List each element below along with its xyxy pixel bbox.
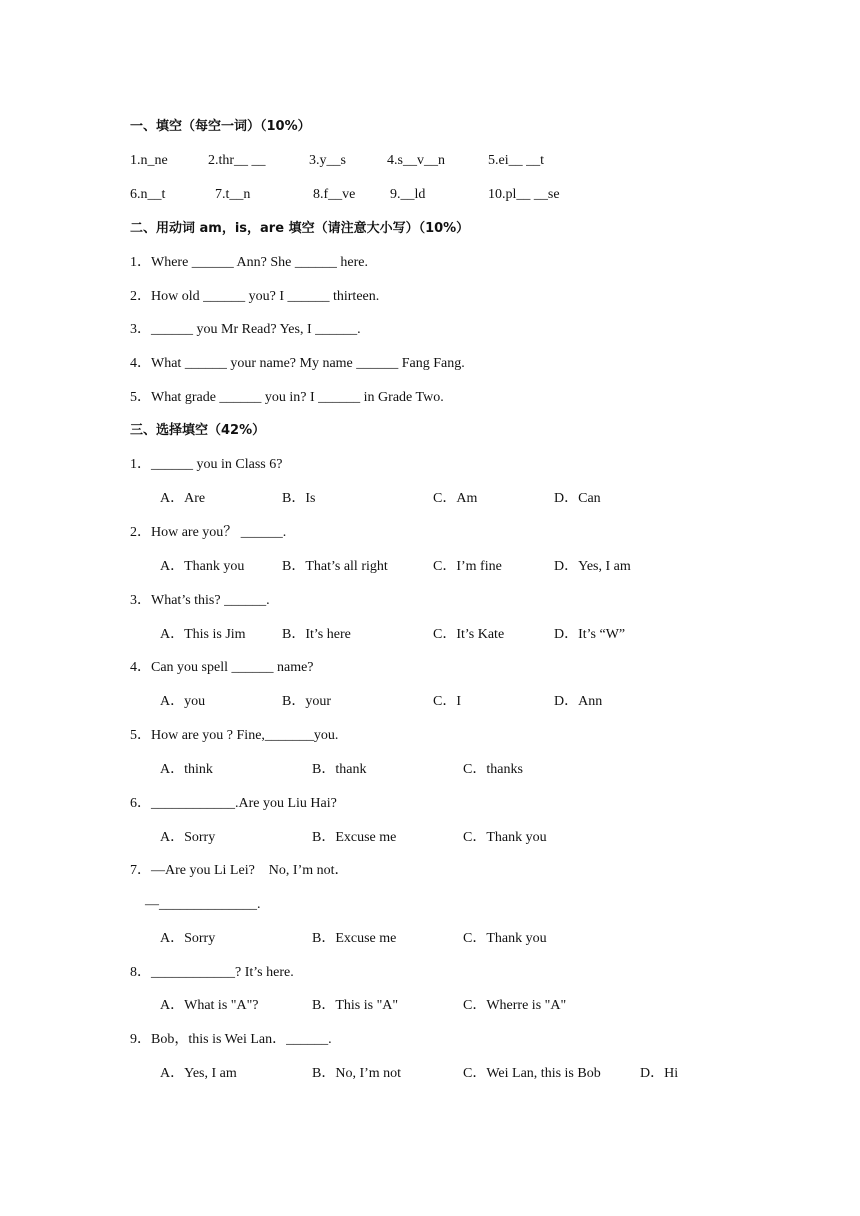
- option-b: B．It’s here: [282, 627, 351, 642]
- option-a: A．Sorry: [160, 931, 216, 946]
- option-c: C．thanks: [463, 762, 523, 777]
- fill-item: 3.y__s: [309, 153, 346, 168]
- question-text: 1．______ you in Class 6?: [130, 457, 283, 472]
- option-b: B．your: [282, 694, 331, 709]
- option-c: C．It’s Kate: [433, 627, 505, 642]
- section-2-title-text: 二、用动词 am，is，are 填空（请注意大小写）（10%）: [130, 221, 470, 236]
- question-text: 2．How old ______ you? I ______ thirteen.: [130, 289, 380, 304]
- option-a: A．think: [160, 762, 213, 777]
- section-3-title: [130, 422, 265, 440]
- question-text: 4．Can you spell ______ name?: [130, 660, 314, 675]
- option-b: B．Is: [282, 491, 316, 506]
- question-text: 3．What’s this? ______.: [130, 593, 270, 608]
- question-text: 9．Bob，this is Wei Lan．______.: [130, 1032, 332, 1047]
- option-a: A．you: [160, 694, 206, 709]
- section-1-title: [130, 118, 311, 136]
- option-c: C．Thank you: [463, 830, 547, 845]
- option-c: C．Wherre is "A": [463, 998, 567, 1013]
- option-b: B．That’s all right: [282, 559, 388, 574]
- question-answer-line: —______________.: [145, 897, 261, 912]
- option-c: C．Wei Lan, this is Bob: [463, 1066, 601, 1081]
- question-text: 1．Where ______ Ann? She ______ here.: [130, 255, 368, 270]
- option-b: B．thank: [312, 762, 367, 777]
- section-3-title-text: 三、选择填空（42%）: [130, 423, 266, 438]
- option-d: D．Ann: [554, 694, 603, 709]
- fill-item: 2.thr__ __: [208, 153, 266, 168]
- option-a: A．This is Jim: [160, 627, 246, 642]
- fill-item: 9.__ld: [390, 187, 426, 202]
- option-a: A．Are: [160, 491, 206, 506]
- option-c: C．Am: [433, 491, 478, 506]
- fill-item: 4.s__v__n: [387, 153, 445, 168]
- option-d: D．It’s “W”: [554, 627, 626, 642]
- option-a: A．Yes, I am: [160, 1066, 237, 1081]
- question-text: 3．______ you Mr Read? Yes, I ______.: [130, 322, 361, 337]
- fill-item: 1.n_ne: [130, 153, 168, 168]
- question-text: 4．What ______ your name? My name ______ Fang Fang.: [130, 356, 465, 371]
- option-c: C．I: [433, 694, 461, 709]
- question-text: 7．—Are you Li Lei? No, I’m not．: [130, 863, 349, 878]
- option-a: A．What is "A"?: [160, 998, 259, 1013]
- fill-item: 5.ei__ __t: [488, 153, 544, 168]
- option-d: D．Can: [554, 491, 601, 506]
- fill-item: 6.n__t: [130, 187, 166, 202]
- fill-item: 10.pl__ __se: [488, 187, 560, 202]
- option-b: B．This is "A": [312, 998, 399, 1013]
- option-c: C．Thank you: [463, 931, 547, 946]
- question-text: 5．What grade ______ you in? I ______ in Grade Two.: [130, 390, 444, 405]
- option-a: A．Sorry: [160, 830, 216, 845]
- section-2-title: [130, 220, 469, 238]
- section-1-title-text: 一、填空（每空一词）（10%）: [130, 119, 311, 134]
- question-text: 2．How are you？ ______.: [130, 525, 287, 540]
- option-d: D．Hi: [640, 1066, 679, 1081]
- question-text: 5．How are you ? Fine,_______you.: [130, 728, 339, 743]
- question-text: 8．____________? It’s here.: [130, 965, 294, 980]
- fill-item: 8.f__ve: [313, 187, 356, 202]
- option-c: C．I’m fine: [433, 559, 502, 574]
- option-a: A．Thank you: [160, 559, 245, 574]
- option-b: B．No, I’m not: [312, 1066, 402, 1081]
- option-b: B．Excuse me: [312, 931, 397, 946]
- option-b: B．Excuse me: [312, 830, 397, 845]
- question-text: 6．____________.Are you Liu Hai?: [130, 796, 337, 811]
- option-d: D．Yes, I am: [554, 559, 631, 574]
- fill-item: 7.t__n: [215, 187, 251, 202]
